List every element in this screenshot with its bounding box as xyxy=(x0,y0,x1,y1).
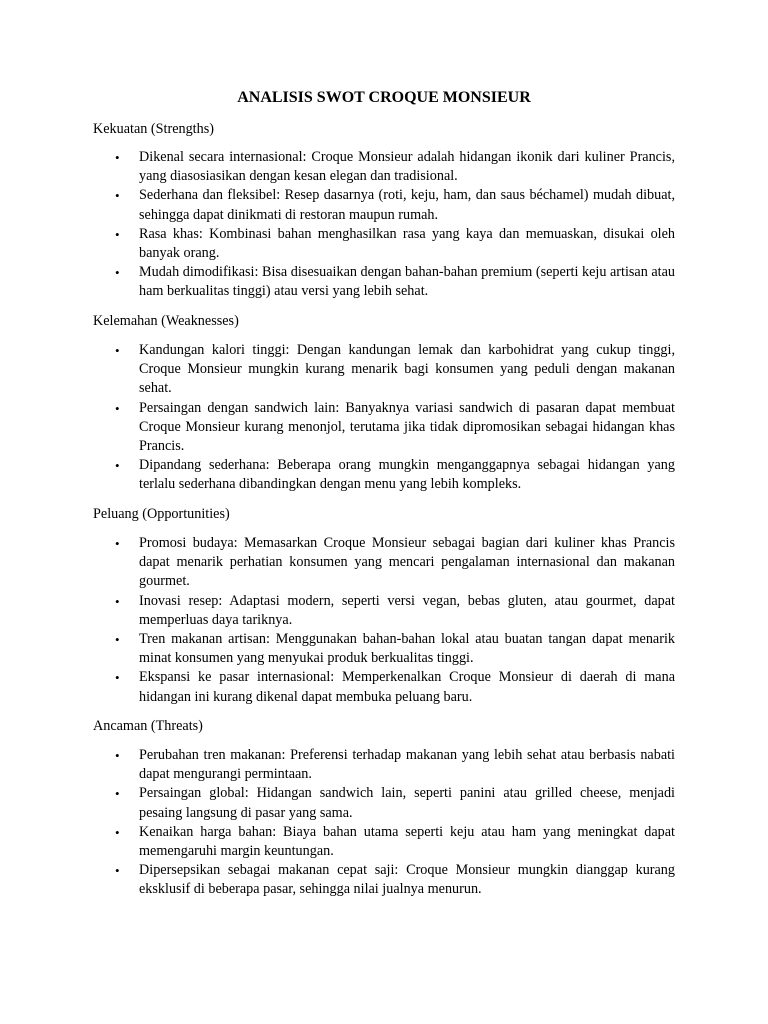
bullet-icon: • xyxy=(115,226,120,242)
list-item: • Persaingan dengan sandwich lain: Banyaknya variasi sandwich di pasaran dapat membuat Croque Monsieur kurang menonjol, terutama jika tidak dipromosikan sebagai hidangan khas Prancis. xyxy=(115,399,675,455)
document-title: ANALISIS SWOT CROQUE MONSIEUR xyxy=(237,89,531,106)
bullet-icon: • xyxy=(115,670,120,686)
bullet-icon: • xyxy=(115,863,120,879)
list-item: • Ekspansi ke pasar internasional: Memperkenalkan Croque Monsieur di daerah di mana hidangan ini kurang dikenal dapat membuka peluang baru. xyxy=(115,669,675,705)
weaknesses-list xyxy=(93,341,675,495)
list-item: • Dipersepsikan sebagai makanan cepat saji: Croque Monsieur mungkin dianggap kurang eksklusif di beberapa pasar, sehingga nilai jualnya menurun. xyxy=(115,862,675,898)
bullet-icon: • xyxy=(115,786,120,802)
bullet-icon: • xyxy=(115,265,120,281)
list-item: • Rasa khas: Kombinasi bahan menghasilkan rasa yang kaya dan memuaskan, disukai oleh banyak orang. xyxy=(115,225,675,262)
list-item: • Persaingan global: Hidangan sandwich lain, seperti panini atau grilled cheese, menjadi pesaing langsung di pasar yang sama. xyxy=(115,785,675,821)
list-item: • Dipandang sederhana: Beberapa orang mungkin menganggapnya sebagai hidangan yang terlalu sederhana dibandingkan dengan menu yang lebih kompleks. xyxy=(115,457,675,493)
bullet-icon: • xyxy=(115,632,120,648)
section-heading-threats: Ancaman (Threats) xyxy=(93,718,203,734)
bullet-icon: • xyxy=(115,400,120,416)
bullet-icon: • xyxy=(115,824,120,840)
bullet-icon: • xyxy=(115,188,120,204)
section-heading-weaknesses: Kelemahan (Weaknesses) xyxy=(93,313,239,329)
list-item: • Kenaikan harga bahan: Biaya bahan utama seperti keju atau ham yang meningkat dapat memengaruhi margin keuntungan. xyxy=(115,823,675,860)
section-heading-opportunities: Peluang (Opportunities) xyxy=(93,506,230,522)
list-item: • Kandungan kalori tinggi: Dengan kandungan lemak dan karbohidrat yang cukup tinggi, Croque Monsieur mungkin kurang menarik bagi konsumen yang peduli dengan makanan sehat. xyxy=(115,342,675,397)
strengths-list xyxy=(93,148,675,302)
list-item: • Tren makanan artisan: Menggunakan bahan-bahan lokal atau buatan tangan dapat menarik minat konsumen yang menyukai produk berkualitas tinggi. xyxy=(115,631,675,667)
list-item: • Mudah dimodifikasi: Bisa disesuaikan dengan bahan-bahan premium (seperti keju artisan atau ham berkualitas tinggi) atau versi yang lebih sehat. xyxy=(115,264,675,300)
section-heading-strengths: Kekuatan (Strengths) xyxy=(93,121,214,137)
threats-list xyxy=(93,746,675,900)
bullet-icon: • xyxy=(115,343,120,358)
bullet-icon: • xyxy=(115,150,120,165)
bullet-icon: • xyxy=(115,748,120,763)
list-item: • Promosi budaya: Memasarkan Croque Monsieur sebagai bagian dari kuliner khas Prancis dapat menarik perhatian konsumen yang mencari pengalaman internasional dan makanan gourmet. xyxy=(115,535,675,590)
list-item: • Sederhana dan fleksibel: Resep dasarnya (roti, keju, ham, dan saus béchamel) mudah dibuat, sehingga dapat dinikmati di restoran maupun rumah. xyxy=(115,187,675,223)
bullet-icon: • xyxy=(115,458,120,474)
bullet-icon: • xyxy=(115,536,120,551)
opportunities-list xyxy=(93,534,675,707)
list-item: • Perubahan tren makanan: Preferensi terhadap makanan yang lebih sehat atau berbasis nabati dapat mengurangi permintaan. xyxy=(115,747,675,783)
bullet-icon: • xyxy=(115,593,120,609)
list-item: • Dikenal secara internasional: Croque Monsieur adalah hidangan ikonik dari kuliner Prancis, yang diasosiasikan dengan kesan elegan dan tradisional. xyxy=(115,149,675,185)
list-item: • Inovasi resep: Adaptasi modern, seperti versi vegan, bebas gluten, atau gourmet, dapat memperluas daya tariknya. xyxy=(115,592,675,628)
